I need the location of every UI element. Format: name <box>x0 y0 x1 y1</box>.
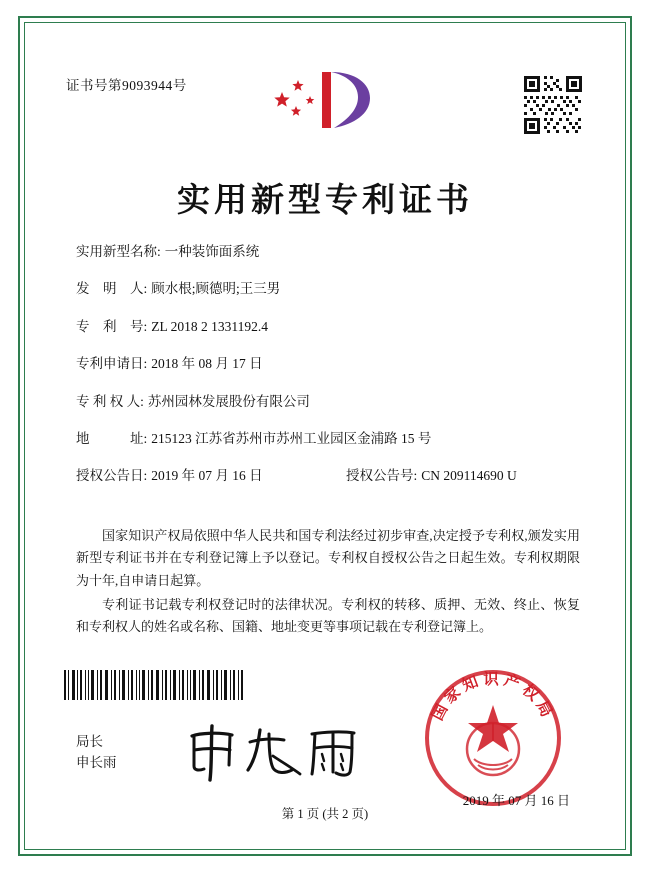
field-row-name <box>76 244 580 261</box>
director-signature-block <box>76 732 117 774</box>
certificate-content <box>24 22 626 850</box>
field-value-inventor: 顾水根;顾德明;王三男 <box>151 281 281 297</box>
page-footer: 第 1 页 (共 2 页) <box>281 807 369 821</box>
qr-code-icon <box>522 74 584 136</box>
svg-text:国家知识产权局: 国家知识产权局 <box>429 671 557 724</box>
field-row-address <box>76 431 580 448</box>
field-row-patent-number <box>76 319 580 336</box>
page-title: 实用新型专利证书 <box>177 183 473 219</box>
cnipa-logo-icon <box>270 66 380 136</box>
field-row-application-date <box>76 356 580 373</box>
director-name: 申长雨 <box>76 754 117 770</box>
certificate-number: 证书号第9093944号 <box>66 78 187 93</box>
field-value-name: 一种装饰面系统 <box>164 244 260 259</box>
field-label-grant-number: 授权公告号: <box>346 468 418 484</box>
field-value-patentee: 苏州园林发展股份有限公司 <box>147 393 310 409</box>
handwritten-signature-icon <box>174 722 364 784</box>
field-row-inventor <box>76 281 580 298</box>
field-label-application-date: 专利申请日: <box>76 356 148 372</box>
field-value-grant-number: CN 209114690 U <box>421 468 517 484</box>
seal-date: 2019 年 07 月 16 日 <box>462 793 570 808</box>
field-group-grant-number <box>346 468 580 485</box>
field-row-patentee <box>76 394 580 411</box>
field-value-grant-date: 2019 年 07 月 16 日 <box>151 468 263 484</box>
official-seal-icon <box>422 667 564 809</box>
body-paragraph-2: 专利证书记载专利权登记时的法律状况。专利权的转移、质押、无效、终止、恢复和专利权人的姓名或名称、国籍、地址变更等事项记载在专利登记簿上。 <box>76 597 580 635</box>
field-label-patentee: 专 利 权 人: <box>76 393 144 409</box>
director-title: 局长 <box>76 734 103 749</box>
body-paragraph-1: 国家知识产权局依照中华人民共和国专利法经过初步审查,决定授予专利权,颁发实用新型专利证书并在专利登记簿上予以登记。专利权自授权公告之日起生效。专利权期限为十年,自申请日起算。 <box>76 528 580 588</box>
certificate-fields <box>76 244 580 506</box>
field-label-inventor: 发 明 人: <box>76 281 148 297</box>
certificate-body <box>76 525 580 641</box>
field-label-grant-date: 授权公告日: <box>76 468 148 484</box>
field-label-name: 实用新型名称: <box>76 244 161 259</box>
barcode-icon <box>64 670 244 700</box>
field-label-patent-number: 专 利 号: <box>76 318 148 334</box>
field-group-grant-date <box>76 468 346 485</box>
field-value-address: 215123 江苏省苏州市苏州工业园区金浦路 15 号 <box>151 430 432 446</box>
field-label-address: 地 址: <box>76 430 148 446</box>
field-value-patent-number: ZL 2018 2 1331192.4 <box>151 318 269 334</box>
field-value-application-date: 2018 年 08 月 17 日 <box>151 356 263 372</box>
field-row-grant <box>76 468 580 485</box>
